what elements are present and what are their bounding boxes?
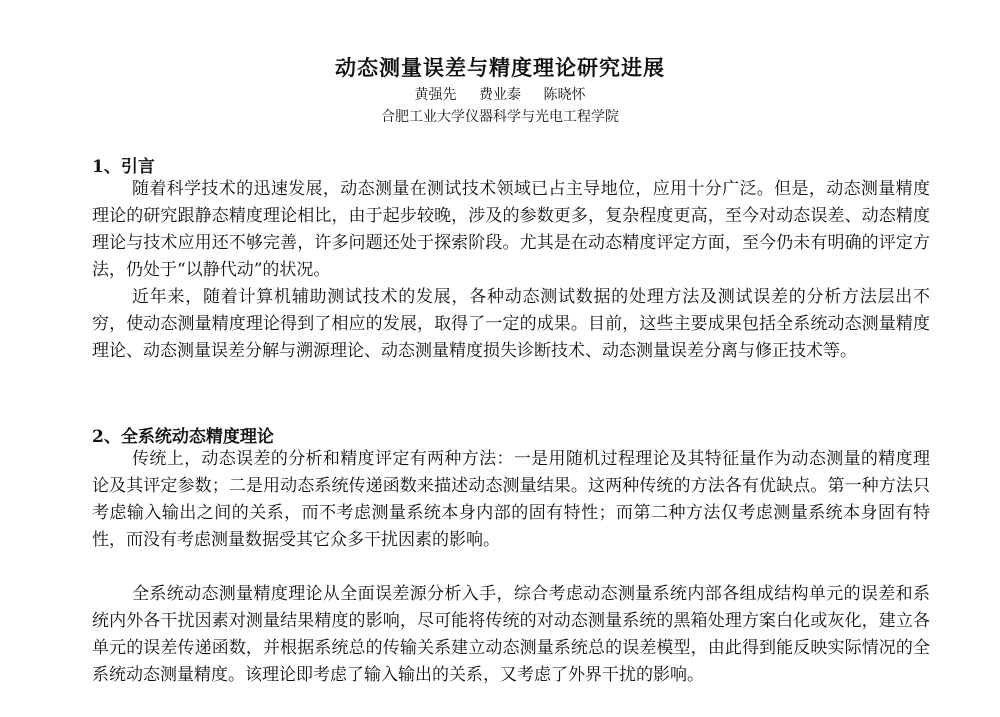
paper-title: 动态测量误差与精度理论研究进展 — [335, 55, 665, 80]
paper-authors: 黄强先 费业泰 陈晓怀 — [414, 87, 586, 103]
section-heading-introduction: 1、引言 — [92, 157, 155, 177]
section-2-paragraph-1: 传统上，动态误差的分析和精度评定有两种方法：一是用随机过程理论及其特征量作为动态测量的精度理论及其评定参数；二是用动态系统传递函数来描述动态测量结果。这两种传统的方法各有优缺点。第一种方法只考虑输入输出之间的关系，而不考虑测量系统本身内部的固有特性；而第二种方法仅考虑测量系统本身固有特性，而没有考虑测量数据受其它众多干扰因素的影响。 — [92, 449, 930, 550]
section-1-paragraph-2: 近年来，随着计算机辅助测试技术的发展，各种动态测试数据的处理方法及测试误差的分析方法层出不穷，使动态测量精度理论得到了相应的发展，取得了一定的成果。目前，这些主要成果包括全系统动态测量精度理论、动态测量误差分解与溯源理论、动态测量精度损失诊断技术、动态测量误差分离与修正技术等。 — [92, 287, 930, 361]
paper-affiliation: 合肥工业大学仪器科学与光电工程学院 — [381, 109, 619, 125]
section-heading-full-system-theory: 2、全系统动态精度理论 — [92, 427, 274, 447]
section-1-paragraph-1: 随着科学技术的迅速发展，动态测量在测试技术领域已占主导地位，应用十分广泛。但是，动态测量精度理论的研究跟静态精度理论相比，由于起步较晚，涉及的参数更多，复杂程度更高，至今对动态误差、动态精度理论与技术应用还不够完善，许多问题还处于探索阶段。尤其是在动态精度评定方面，至今仍未有明确的评定方法，仍处于“以静代动”的状况。 — [92, 179, 930, 280]
section-2-paragraph-2: 全系统动态测量精度理论从全面误差源分析入手，综合考虑动态测量系统内部各组成结构单元的误差和系统内外各干扰因素对测量结果精度的影响，尽可能将传统的对动态测量系统的黑箱处理方案白化或灰化，建立各单元的误差传递函数，并根据系统总的传输关系建立动态测量系统总的误差模型，由此得到能反映实际情况的全系统动态测量精度。该理论即考虑了输入输出的关系，又考虑了外界干扰的影响。 — [92, 584, 930, 685]
